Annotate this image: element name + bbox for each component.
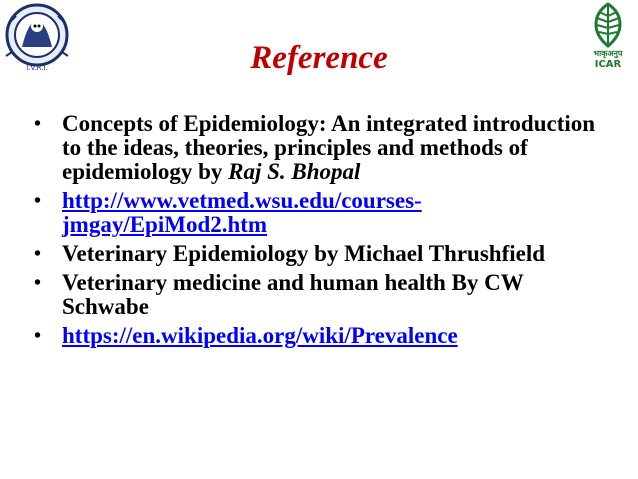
- icar-hindi-text: भाकृअनुप: [593, 49, 623, 58]
- reference-item: [34, 242, 614, 266]
- reference-link[interactable]: https://en.wikipedia.org/wiki/Prevalence: [62, 323, 458, 348]
- reference-text: Concepts of Epidemiology: An integrated introduction to the ideas, theories, principles and methods of epidemiology by: [62, 111, 596, 184]
- reference-item: [34, 112, 614, 184]
- bullet-icon: •: [34, 272, 42, 294]
- ivri-logo-text: I.V.R.I.: [26, 64, 48, 72]
- reference-item: [34, 271, 614, 319]
- reference-author: Raj S. Bhopal: [228, 159, 361, 184]
- bullet-icon: •: [34, 190, 42, 212]
- reference-link[interactable]: http://www.vetmed.wsu.edu/courses- jmgay/EpiMod2.htm: [62, 188, 422, 237]
- reference-text: Veterinary medicine and human health By CW Schwabe: [62, 270, 524, 319]
- reference-list: [34, 112, 614, 353]
- reference-text: Veterinary Epidemiology by Michael Thrushfield: [62, 241, 546, 266]
- icar-logo-text: ICAR: [594, 59, 622, 70]
- bullet-icon: •: [34, 113, 42, 135]
- slide-title: Reference: [250, 40, 388, 76]
- bullet-icon: •: [34, 325, 42, 347]
- reference-item: [34, 324, 614, 348]
- reference-item: [34, 189, 614, 237]
- bullet-icon: •: [34, 243, 42, 265]
